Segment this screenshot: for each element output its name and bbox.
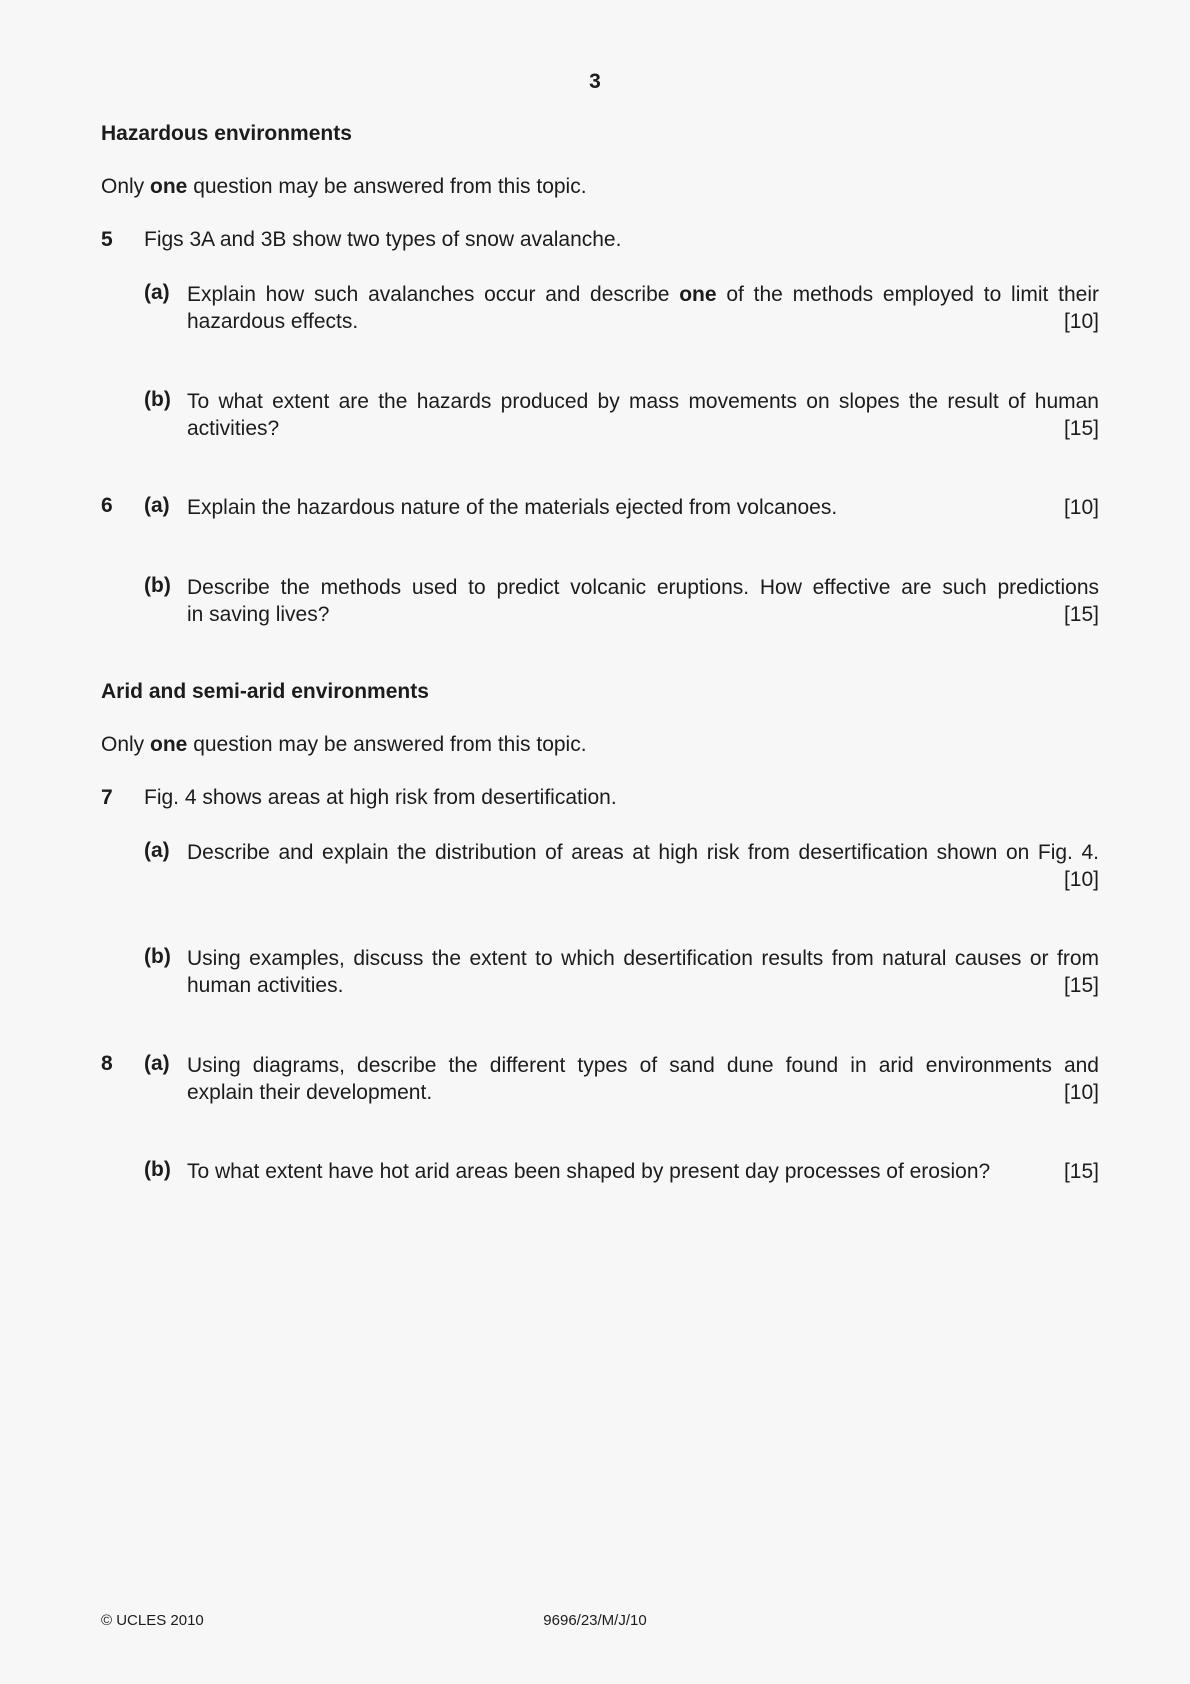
- question-number-6: 6: [101, 494, 113, 517]
- part-line: [187, 281, 1099, 308]
- marks-8a: [10]: [1063, 1081, 1099, 1104]
- instruction-text: Only: [101, 733, 151, 756]
- section-instruction-arid: [101, 733, 587, 757]
- instruction-text: Only: [101, 175, 151, 198]
- part-line: Using examples, discuss the extent to which desertification results from natural causes or from: [187, 947, 1099, 970]
- part-text-fragment: of the methods employed to limit their: [716, 283, 1100, 306]
- part-text-7b: [187, 945, 1099, 999]
- section-heading-hazardous: Hazardous environments: [101, 122, 352, 145]
- question-stem-7: Fig. 4 shows areas at high risk from desertification.: [144, 786, 617, 809]
- part-line: Explain the hazardous nature of the materials ejected from volcanoes.: [187, 496, 838, 519]
- section-instruction-hazardous: [101, 175, 587, 199]
- question-number-8: 8: [101, 1052, 113, 1075]
- marks-7a: [10]: [1063, 868, 1099, 891]
- footer-copyright: © UCLES 2010: [101, 1612, 204, 1629]
- footer-paper-code: 9696/23/M/J/10: [543, 1612, 647, 1629]
- part-label-7a: (a): [144, 839, 170, 862]
- instruction-emphasis: one: [150, 175, 188, 198]
- marks-5b: [15]: [1063, 417, 1099, 440]
- part-line: in saving lives?: [187, 603, 330, 626]
- marks-5a: [10]: [1063, 310, 1099, 333]
- marks-7b: [15]: [1063, 974, 1099, 997]
- instruction-emphasis: one: [150, 733, 188, 756]
- section-heading-arid: Arid and semi-arid environments: [101, 680, 429, 703]
- instruction-text: question may be answered from this topic.: [187, 733, 587, 756]
- part-line: Using diagrams, describe the different types of sand dune found in arid environments and: [187, 1054, 1099, 1077]
- question-number-5: 5: [101, 228, 113, 251]
- part-label-8a: (a): [144, 1052, 170, 1075]
- marks-8b: [15]: [1063, 1160, 1099, 1183]
- marks-6b: [15]: [1063, 603, 1099, 626]
- part-text-5b: [187, 388, 1099, 442]
- part-line: activities?: [187, 417, 280, 440]
- part-line: To what extent are the hazards produced by mass movements on slopes the result of human: [187, 390, 1099, 413]
- part-text-8a: [187, 1052, 1099, 1106]
- page-number: 3: [589, 70, 601, 93]
- part-label-6b: (b): [144, 574, 171, 597]
- part-line: Describe and explain the distribution of areas at high risk from desertification shown on Fig. 4.: [187, 841, 1099, 864]
- part-text-7a: [187, 839, 1099, 893]
- part-text-5a: [187, 281, 1099, 335]
- part-label-5a: (a): [144, 281, 170, 304]
- instruction-text: question may be answered from this topic.: [187, 175, 587, 198]
- part-text-6b: [187, 574, 1099, 628]
- part-text-8b: [187, 1158, 1099, 1185]
- part-label-8b: (b): [144, 1158, 171, 1181]
- part-label-7b: (b): [144, 945, 171, 968]
- part-line: To what extent have hot arid areas been shaped by present day processes of erosion?: [187, 1160, 991, 1183]
- part-line: explain their development.: [187, 1081, 433, 1104]
- part-line: human activities.: [187, 974, 344, 997]
- marks-6a: [10]: [1063, 496, 1099, 519]
- part-text-fragment: Explain how such avalanches occur and describe: [187, 283, 680, 306]
- question-number-7: 7: [101, 786, 113, 809]
- part-text-6a: [187, 494, 1099, 521]
- part-label-5b: (b): [144, 388, 171, 411]
- part-line: hazardous effects.: [187, 310, 359, 333]
- part-line: Describe the methods used to predict volcanic eruptions. How effective are such predictions: [187, 576, 1099, 599]
- question-stem-5: Figs 3A and 3B show two types of snow avalanche.: [144, 228, 622, 251]
- part-label-6a: (a): [144, 494, 170, 517]
- part-text-emphasis: one: [679, 283, 717, 306]
